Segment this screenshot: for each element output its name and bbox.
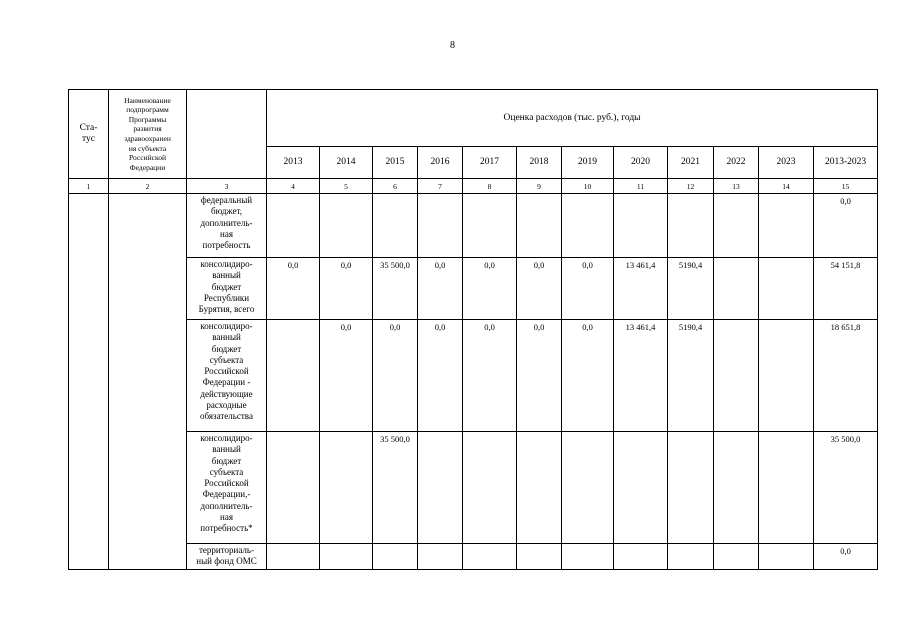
value-cell: 54 151,8 bbox=[814, 258, 878, 320]
value-cell bbox=[614, 432, 668, 544]
header-name-text: Наименование подпрограмм Программы развития здравоохранен ия субъекта Российской Федерации bbox=[124, 95, 171, 172]
header-year: 2016 bbox=[418, 147, 463, 179]
value-cell bbox=[267, 432, 320, 544]
funding-source: федеральный бюджет, дополнитель- ная потребность bbox=[187, 194, 267, 258]
column-number: 4 bbox=[267, 179, 320, 194]
funding-source: консолидиро- ванный бюджет субъекта Российской Федерации,- дополнитель- ная потребность* bbox=[187, 432, 267, 544]
header-year: 2023 bbox=[759, 147, 814, 179]
value-cell bbox=[759, 320, 814, 432]
column-number: 14 bbox=[759, 179, 814, 194]
header-year: 2022 bbox=[714, 147, 759, 179]
value-cell bbox=[463, 194, 517, 258]
value-cell bbox=[418, 194, 463, 258]
column-number: 8 bbox=[463, 179, 517, 194]
column-number: 13 bbox=[714, 179, 759, 194]
value-cell: 0,0 bbox=[463, 320, 517, 432]
value-cell: 0,0 bbox=[320, 320, 373, 432]
table-row bbox=[69, 320, 878, 432]
column-number: 10 bbox=[562, 179, 614, 194]
value-cell bbox=[320, 432, 373, 544]
value-cell bbox=[418, 544, 463, 570]
value-cell bbox=[714, 258, 759, 320]
value-cell bbox=[418, 432, 463, 544]
value-cell: 0,0 bbox=[517, 320, 562, 432]
subprogram-name-cell bbox=[109, 194, 187, 570]
header-status-text: Ста- тус bbox=[79, 123, 98, 144]
value-cell: 18 651,8 bbox=[814, 320, 878, 432]
value-cell: 13 461,4 bbox=[614, 320, 668, 432]
value-cell: 0,0 bbox=[320, 258, 373, 320]
value-cell bbox=[373, 194, 418, 258]
funding-source: территориаль- ный фонд ОМС bbox=[187, 544, 267, 570]
value-cell: 5190,4 bbox=[668, 258, 714, 320]
header-name bbox=[109, 90, 187, 179]
value-cell bbox=[614, 194, 668, 258]
column-number: 1 bbox=[69, 179, 109, 194]
value-cell bbox=[267, 320, 320, 432]
value-cell bbox=[759, 544, 814, 570]
value-cell bbox=[668, 544, 714, 570]
header-col3 bbox=[187, 90, 267, 179]
value-cell: 0,0 bbox=[814, 194, 878, 258]
value-cell bbox=[463, 544, 517, 570]
value-cell: 35 500,0 bbox=[814, 432, 878, 544]
funding-source: консолидиро- ванный бюджет Республики Бурятия, всего bbox=[187, 258, 267, 320]
value-cell: 5190,4 bbox=[668, 320, 714, 432]
column-number: 7 bbox=[418, 179, 463, 194]
column-number: 11 bbox=[614, 179, 668, 194]
column-number: 9 bbox=[517, 179, 562, 194]
header-main-title: Оценка расходов (тыс. руб.), годы bbox=[267, 90, 878, 147]
table-row bbox=[69, 194, 878, 258]
value-cell: 0,0 bbox=[418, 320, 463, 432]
column-numbers-row bbox=[69, 179, 878, 194]
value-cell bbox=[267, 194, 320, 258]
value-cell: 0,0 bbox=[267, 258, 320, 320]
value-cell: 13 461,4 bbox=[614, 258, 668, 320]
table-row bbox=[69, 258, 878, 320]
header-year: 2014 bbox=[320, 147, 373, 179]
value-cell bbox=[517, 432, 562, 544]
header-year: 2020 bbox=[614, 147, 668, 179]
column-number: 2 bbox=[109, 179, 187, 194]
value-cell bbox=[320, 544, 373, 570]
value-cell: 0,0 bbox=[463, 258, 517, 320]
value-cell bbox=[714, 544, 759, 570]
value-cell bbox=[562, 194, 614, 258]
value-cell: 0,0 bbox=[517, 258, 562, 320]
value-cell: 35 500,0 bbox=[373, 258, 418, 320]
column-number: 3 bbox=[187, 179, 267, 194]
budget-table bbox=[68, 89, 878, 570]
column-number: 6 bbox=[373, 179, 418, 194]
value-cell: 35 500,0 bbox=[373, 432, 418, 544]
header-year: 2015 bbox=[373, 147, 418, 179]
value-cell bbox=[517, 544, 562, 570]
value-cell bbox=[614, 544, 668, 570]
table-row bbox=[69, 432, 878, 544]
value-cell bbox=[714, 320, 759, 432]
column-number: 12 bbox=[668, 179, 714, 194]
status-cell bbox=[69, 194, 109, 570]
value-cell: 0,0 bbox=[562, 258, 614, 320]
value-cell bbox=[373, 544, 418, 570]
value-cell bbox=[759, 194, 814, 258]
value-cell bbox=[714, 432, 759, 544]
value-cell: 0,0 bbox=[562, 320, 614, 432]
value-cell bbox=[517, 194, 562, 258]
funding-source: консолидиро- ванный бюджет субъекта Российской Федерации - действующие расходные обязательства bbox=[187, 320, 267, 432]
header-year: 2013-2023 bbox=[814, 147, 878, 179]
header-row bbox=[69, 90, 878, 147]
column-number: 5 bbox=[320, 179, 373, 194]
value-cell bbox=[267, 544, 320, 570]
value-cell bbox=[714, 194, 759, 258]
value-cell bbox=[759, 432, 814, 544]
header-year: 2013 bbox=[267, 147, 320, 179]
header-year: 2019 bbox=[562, 147, 614, 179]
value-cell bbox=[562, 544, 614, 570]
value-cell: 0,0 bbox=[814, 544, 878, 570]
table-row bbox=[69, 544, 878, 570]
value-cell bbox=[759, 258, 814, 320]
value-cell bbox=[320, 194, 373, 258]
header-year: 2021 bbox=[668, 147, 714, 179]
value-cell: 0,0 bbox=[373, 320, 418, 432]
column-number: 15 bbox=[814, 179, 878, 194]
value-cell: 0,0 bbox=[418, 258, 463, 320]
header-year: 2017 bbox=[463, 147, 517, 179]
value-cell bbox=[668, 432, 714, 544]
page-number: 8 bbox=[450, 40, 455, 51]
value-cell bbox=[562, 432, 614, 544]
value-cell bbox=[463, 432, 517, 544]
header-status bbox=[69, 90, 109, 179]
header-year: 2018 bbox=[517, 147, 562, 179]
value-cell bbox=[668, 194, 714, 258]
